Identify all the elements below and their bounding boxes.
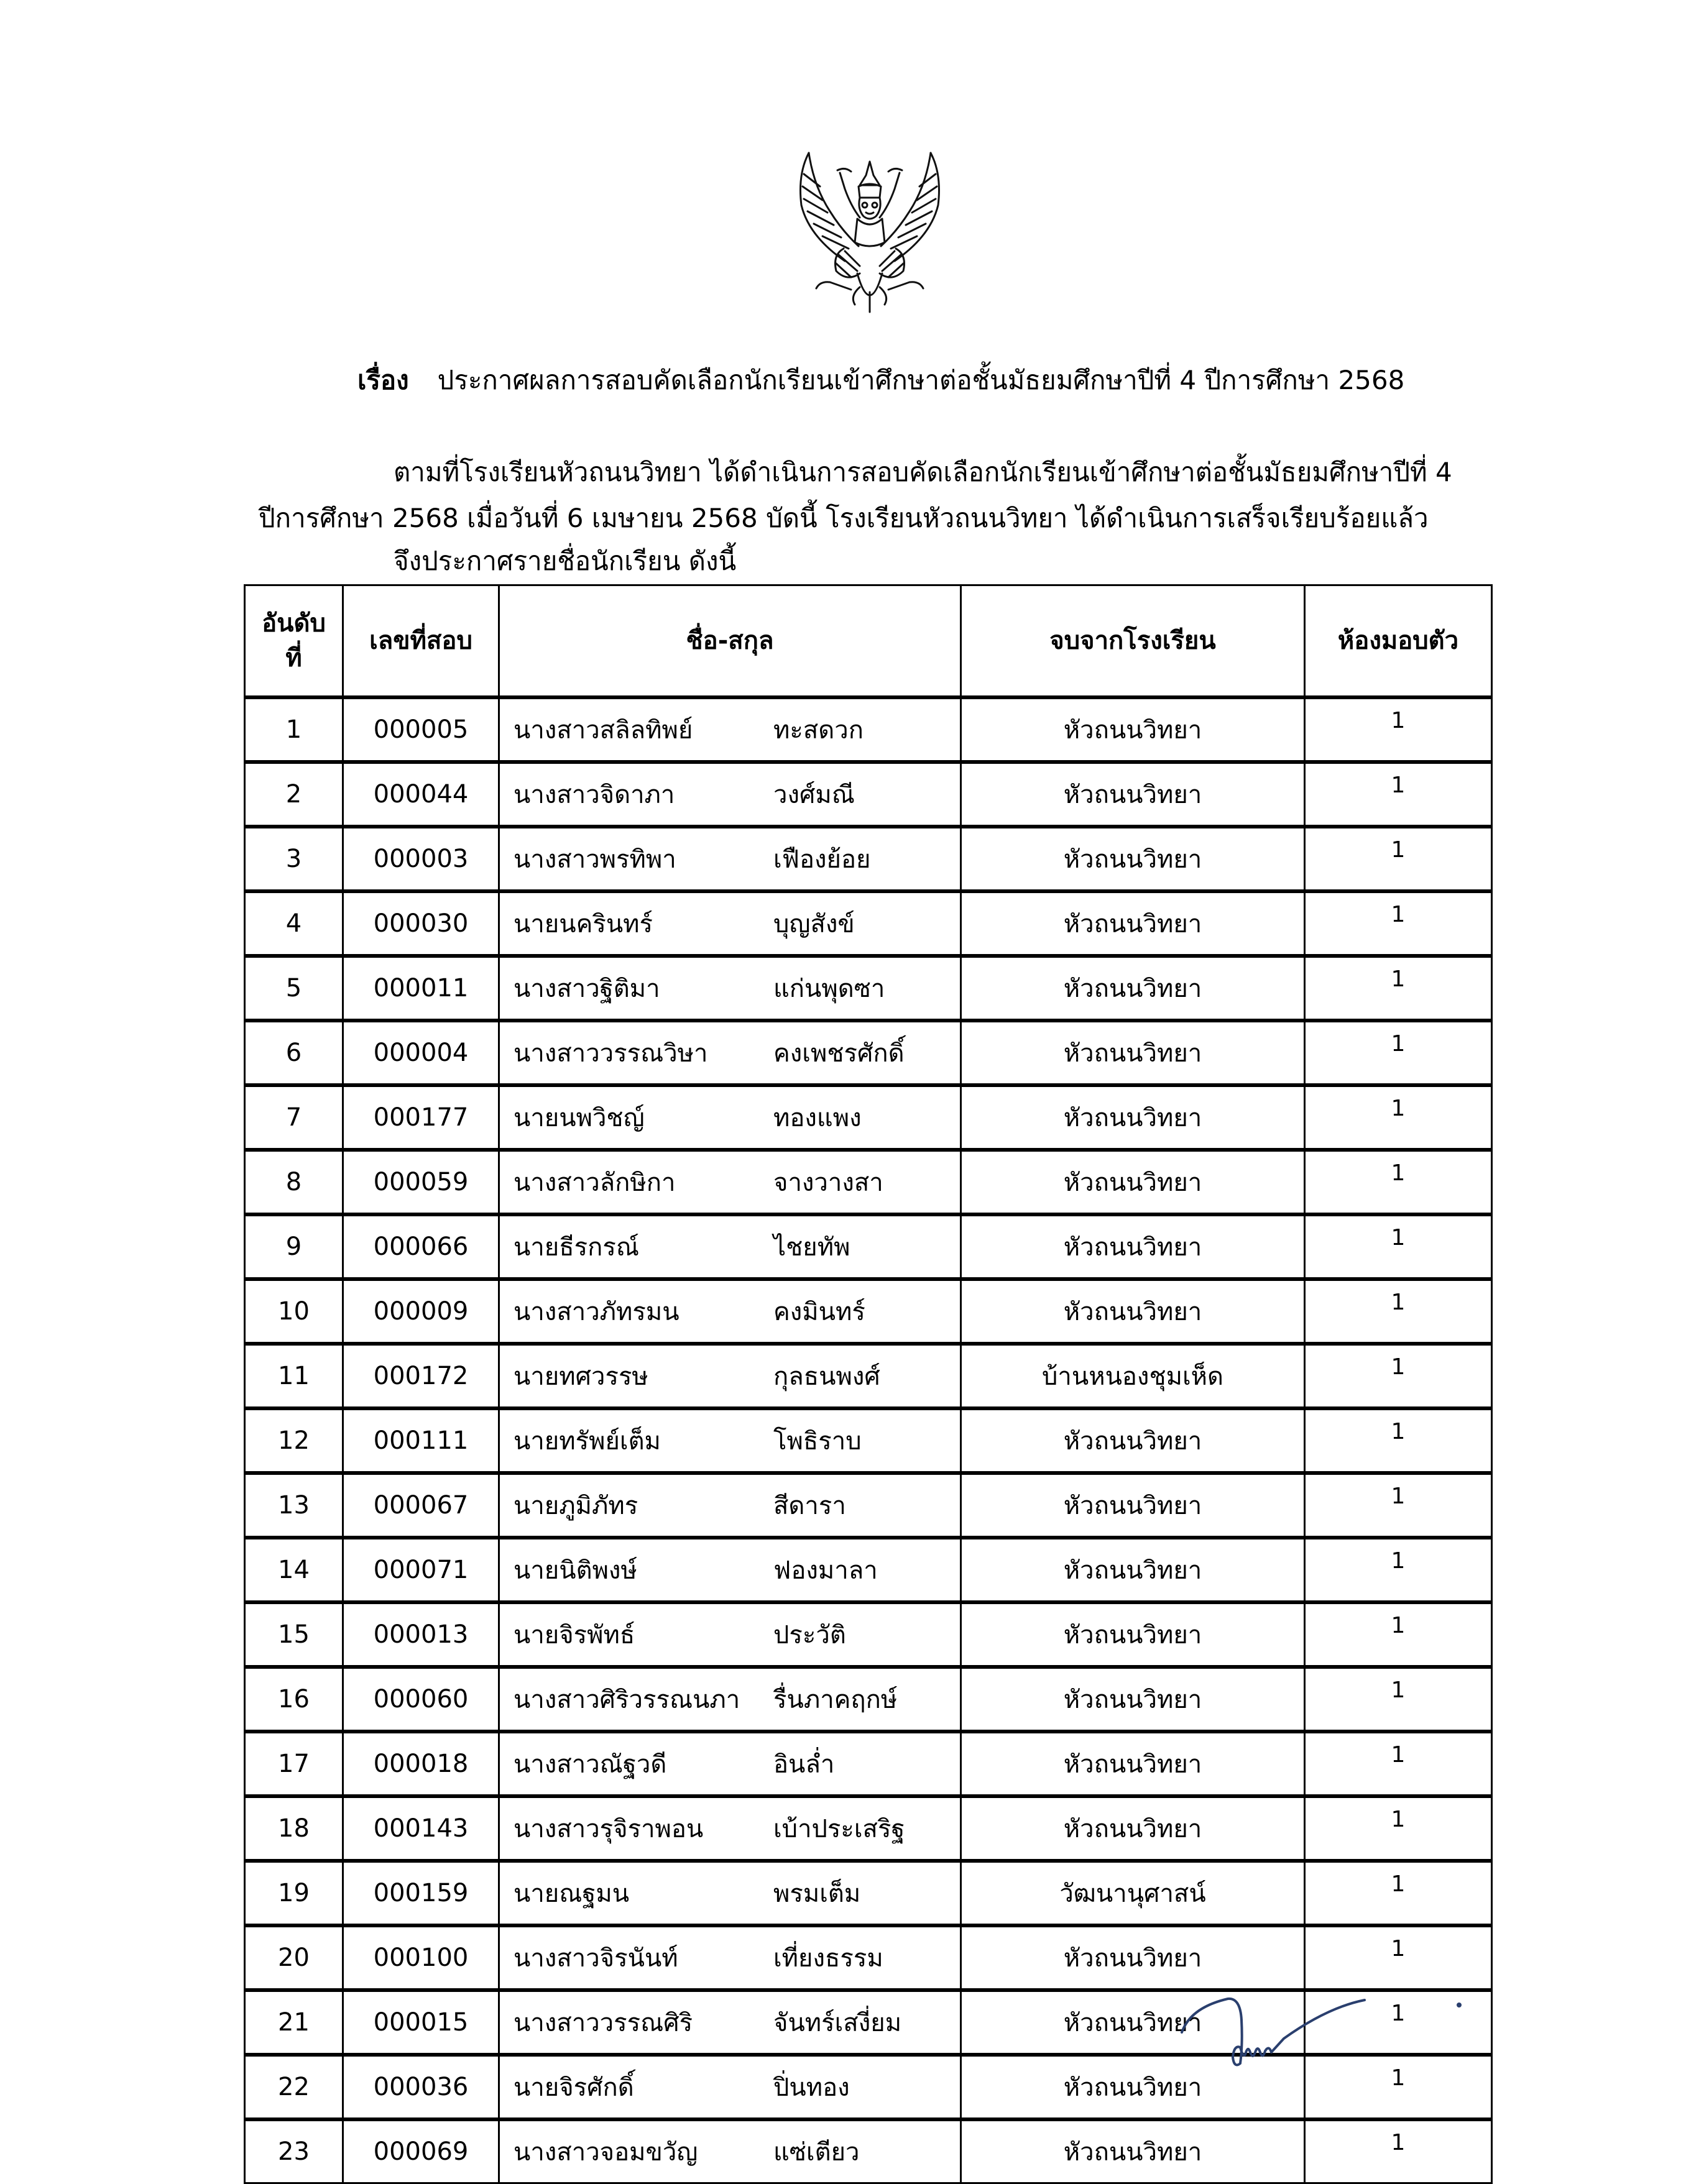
- exam-no-cell: 000013: [343, 1602, 499, 1667]
- last-name: วงศ์มณี: [773, 781, 855, 809]
- header-room: ห้องมอบตัว: [1305, 585, 1492, 698]
- subject-label: เรื่อง: [357, 365, 409, 395]
- last-name: ปิ่นทอง: [773, 2073, 850, 2102]
- last-name: จันทร์เสงี่ยม: [773, 2009, 902, 2037]
- last-name: จางวางสา: [773, 1168, 883, 1197]
- first-name: นางสาวจอมขวัญ: [514, 2138, 698, 2167]
- rank-cell: 17: [245, 1732, 343, 1796]
- last-name: เบ้าประเสริฐ: [773, 1815, 905, 1843]
- table-row: [245, 1408, 1492, 1473]
- name-cell: [499, 1796, 961, 1861]
- rank-cell: 10: [245, 1279, 343, 1344]
- first-name: นายจิรพัทธ์: [514, 1621, 635, 1649]
- table-row: [245, 1473, 1492, 1538]
- name-cell: [499, 891, 961, 956]
- exam-no-cell: 000059: [343, 1150, 499, 1214]
- school-cell: วัฒนานุศาสน์: [961, 1861, 1305, 1925]
- table-row: [245, 1861, 1492, 1925]
- school-cell: หัวถนนวิทยา: [961, 697, 1305, 762]
- school-cell: หัวถนนวิทยา: [961, 1602, 1305, 1667]
- name-cell: [499, 1214, 961, 1279]
- school-cell: หัวถนนวิทยา: [961, 1538, 1305, 1602]
- rank-cell: 5: [245, 956, 343, 1021]
- first-name: นายธีรกรณ์: [514, 1233, 639, 1262]
- room-cell: 1: [1305, 1732, 1492, 1796]
- table-row: [245, 827, 1492, 891]
- last-name: รื่นภาคฤกษ์: [773, 1686, 898, 1714]
- name-cell: [499, 1279, 961, 1344]
- rank-cell: 22: [245, 2055, 343, 2119]
- room-cell: 1: [1305, 956, 1492, 1021]
- exam-no-cell: 000172: [343, 1344, 499, 1408]
- rank-cell: 13: [245, 1473, 343, 1538]
- exam-no-cell: 000067: [343, 1473, 499, 1538]
- subject-text: ประกาศผลการสอบคัดเลือกนักเรียนเข้าศึกษาต่อชั้นมัธยมศึกษาปีที่ 4 ปีการศึกษา 2568: [437, 365, 1405, 395]
- last-name: สีดารา: [773, 1492, 846, 1520]
- last-name: แซ่เตียว: [773, 2138, 860, 2167]
- school-cell: หัวถนนวิทยา: [961, 1667, 1305, 1732]
- table-row: [245, 891, 1492, 956]
- exam-no-cell: 000111: [343, 1408, 499, 1473]
- school-cell: บ้านหนองชุมเห็ด: [961, 1344, 1305, 1408]
- name-cell: [499, 2055, 961, 2119]
- name-cell: [499, 1538, 961, 1602]
- school-cell: หัวถนนวิทยา: [961, 2119, 1305, 2183]
- table-header-row: [245, 585, 1492, 698]
- room-cell: 1: [1305, 1214, 1492, 1279]
- exam-no-cell: 000018: [343, 1732, 499, 1796]
- name-cell: [499, 956, 961, 1021]
- first-name: นายนพวิชญ์: [514, 1104, 645, 1132]
- exam-no-cell: 000066: [343, 1214, 499, 1279]
- last-name: ไชยทัพ: [773, 1233, 850, 1262]
- room-cell: 1: [1305, 1473, 1492, 1538]
- room-cell: 1: [1305, 1408, 1492, 1473]
- last-name: ประวัติ: [773, 1621, 846, 1649]
- rank-cell: 15: [245, 1602, 343, 1667]
- header-rank-line2: ที่: [285, 644, 302, 672]
- first-name: นางสาวสลิลทิพย์: [514, 716, 693, 745]
- table-row: [245, 2119, 1492, 2183]
- room-cell: 1: [1305, 2055, 1492, 2119]
- name-cell: [499, 697, 961, 762]
- last-name: คงเพชรศักดิ์: [773, 1039, 905, 1068]
- name-cell: [499, 1021, 961, 1085]
- school-cell: หัวถนนวิทยา: [961, 1925, 1305, 1990]
- exam-no-cell: 000071: [343, 1538, 499, 1602]
- room-cell: 1: [1305, 1602, 1492, 1667]
- name-cell: [499, 1150, 961, 1214]
- first-name: นางสาวศิริวรรณนภา: [514, 1686, 740, 1714]
- header-rank: [245, 585, 343, 698]
- table-row: [245, 956, 1492, 1021]
- last-name: คงมินทร์: [773, 1298, 865, 1326]
- table-row: [245, 1925, 1492, 1990]
- first-name: นายนิติพงษ์: [514, 1556, 637, 1585]
- first-name: นายทรัพย์เต็ม: [514, 1427, 661, 1456]
- first-name: นางสาวฐิติมา: [514, 975, 660, 1003]
- room-cell: 1: [1305, 1150, 1492, 1214]
- rank-cell: 23: [245, 2119, 343, 2183]
- name-cell: [499, 1473, 961, 1538]
- first-name: นางสาวจิรนันท์: [514, 1944, 678, 1973]
- name-cell: [499, 827, 961, 891]
- table-row: [245, 1344, 1492, 1408]
- table-row: [245, 1602, 1492, 1667]
- rank-cell: 7: [245, 1085, 343, 1150]
- first-name: นายทศวรรษ: [514, 1362, 648, 1391]
- last-name: พรมเต็ม: [773, 1879, 861, 1908]
- table-row: [245, 1150, 1492, 1214]
- exam-no-cell: 000003: [343, 827, 499, 891]
- subject-line: [357, 362, 1404, 399]
- room-cell: 1: [1305, 1667, 1492, 1732]
- rank-cell: 21: [245, 1990, 343, 2055]
- exam-no-cell: 000159: [343, 1861, 499, 1925]
- table-row: [245, 1667, 1492, 1732]
- exam-no-cell: 000036: [343, 2055, 499, 2119]
- paragraph-line-1: ตามที่โรงเรียนหัวถนนวิทยา ได้ดำเนินการสอบคัดเลือกนักเรียนเข้าศึกษาต่อชั้นมัธยมศึกษาปีที่ 4: [394, 457, 1452, 487]
- room-cell: 1: [1305, 762, 1492, 827]
- exam-no-cell: 000044: [343, 762, 499, 827]
- room-cell: 1: [1305, 1538, 1492, 1602]
- room-cell: 1: [1305, 697, 1492, 762]
- rank-cell: 20: [245, 1925, 343, 1990]
- school-cell: หัวถนนวิทยา: [961, 1473, 1305, 1538]
- exam-no-cell: 000009: [343, 1279, 499, 1344]
- last-name: ทะสดวก: [773, 716, 864, 745]
- name-cell: [499, 1408, 961, 1473]
- name-cell: [499, 2119, 961, 2183]
- rank-cell: 14: [245, 1538, 343, 1602]
- name-cell: [499, 1667, 961, 1732]
- exam-no-cell: 000011: [343, 956, 499, 1021]
- school-cell: หัวถนนวิทยา: [961, 1021, 1305, 1085]
- name-cell: [499, 1990, 961, 2055]
- room-cell: 1: [1305, 1344, 1492, 1408]
- first-name: นางสาววรรณวิษา: [514, 1039, 708, 1068]
- room-cell: 1: [1305, 1990, 1492, 2055]
- rank-cell: 16: [245, 1667, 343, 1732]
- exam-no-cell: 000060: [343, 1667, 499, 1732]
- name-cell: [499, 1925, 961, 1990]
- name-cell: [499, 1085, 961, 1150]
- last-name: กุลธนพงศ์: [773, 1362, 880, 1391]
- school-cell: หัวถนนวิทยา: [961, 956, 1305, 1021]
- rank-cell: 6: [245, 1021, 343, 1085]
- first-name: นายภูมิภัทร: [514, 1492, 638, 1520]
- header-name: ชื่อ-สกุล: [499, 585, 961, 698]
- name-cell: [499, 1861, 961, 1925]
- last-name: บุญสังข์: [773, 910, 855, 938]
- results-table: [244, 584, 1493, 2184]
- exam-no-cell: 000005: [343, 697, 499, 762]
- school-cell: หัวถนนวิทยา: [961, 1150, 1305, 1214]
- paragraph-line-2: ปีการศึกษา 2568 เมื่อวันที่ 6 เมษายน 2568 บัดนี้ โรงเรียนหัวถนนวิทยา ได้ดำเนินการเสร็จเรียบร้อยแล้ว: [259, 503, 1429, 533]
- first-name: นางสาวรุจิราพอน: [514, 1815, 704, 1843]
- table-row: [245, 1279, 1492, 1344]
- room-cell: 1: [1305, 1796, 1492, 1861]
- first-name: นางสาวณัฐวดี: [514, 1750, 667, 1779]
- exam-no-cell: 000004: [343, 1021, 499, 1085]
- exam-no-cell: 000143: [343, 1796, 499, 1861]
- last-name: เฟืองย้อย: [773, 845, 871, 874]
- last-name: เที่ยงธรรม: [773, 1944, 883, 1973]
- school-cell: หัวถนนวิทยา: [961, 1085, 1305, 1150]
- room-cell: 1: [1305, 2119, 1492, 2183]
- table-row: [245, 1085, 1492, 1150]
- rank-cell: 12: [245, 1408, 343, 1473]
- rank-cell: 3: [245, 827, 343, 891]
- rank-cell: 8: [245, 1150, 343, 1214]
- school-cell: หัวถนนวิทยา: [961, 1990, 1305, 2055]
- first-name: นางสาวจิดาภา: [514, 781, 675, 809]
- first-name: นางสาววรรณศิริ: [514, 2009, 693, 2037]
- school-cell: หัวถนนวิทยา: [961, 1796, 1305, 1861]
- exam-no-cell: 000069: [343, 2119, 499, 2183]
- last-name: ฟองมาลา: [773, 1556, 878, 1585]
- exam-no-cell: 000030: [343, 891, 499, 956]
- header-school: จบจากโรงเรียน: [961, 585, 1305, 698]
- rank-cell: 18: [245, 1796, 343, 1861]
- table-row: [245, 697, 1492, 762]
- first-name: นายจิรศักดิ์: [514, 2073, 634, 2102]
- rank-cell: 11: [245, 1344, 343, 1408]
- room-cell: 1: [1305, 1021, 1492, 1085]
- school-cell: หัวถนนวิทยา: [961, 891, 1305, 956]
- signature-icon: [1178, 1995, 1464, 2070]
- table-row: [245, 1021, 1492, 1085]
- room-cell: 1: [1305, 827, 1492, 891]
- exam-no-cell: 000100: [343, 1925, 499, 1990]
- garuda-emblem-icon: [795, 149, 945, 314]
- rank-cell: 4: [245, 891, 343, 956]
- table-row: [245, 1732, 1492, 1796]
- first-name: นางสาวพรทิพา: [514, 845, 676, 874]
- exam-no-cell: 000015: [343, 1990, 499, 2055]
- school-cell: หัวถนนวิทยา: [961, 762, 1305, 827]
- paragraph-line-3: จึงประกาศรายชื่อนักเรียน ดังนี้: [394, 546, 737, 576]
- school-cell: หัวถนนวิทยา: [961, 1279, 1305, 1344]
- table-row: [245, 1796, 1492, 1861]
- room-cell: 1: [1305, 1085, 1492, 1150]
- exam-no-cell: 000177: [343, 1085, 499, 1150]
- table-row: [245, 1538, 1492, 1602]
- table-row: [245, 1214, 1492, 1279]
- header-exam-no: เลขที่สอบ: [343, 585, 499, 698]
- school-cell: หัวถนนวิทยา: [961, 1408, 1305, 1473]
- name-cell: [499, 1602, 961, 1667]
- name-cell: [499, 762, 961, 827]
- school-cell: หัวถนนวิทยา: [961, 827, 1305, 891]
- last-name: แก่นพุดซา: [773, 975, 885, 1003]
- room-cell: 1: [1305, 891, 1492, 956]
- last-name: อินล่ำ: [773, 1750, 835, 1779]
- first-name: นางสาวลักษิกา: [514, 1168, 676, 1197]
- school-cell: หัวถนนวิทยา: [961, 1732, 1305, 1796]
- first-name: นายนครินทร์: [514, 910, 653, 938]
- first-name: นายณฐมน: [514, 1879, 630, 1908]
- rank-cell: 19: [245, 1861, 343, 1925]
- last-name: โพธิราบ: [773, 1427, 862, 1456]
- room-cell: 1: [1305, 1861, 1492, 1925]
- name-cell: [499, 1344, 961, 1408]
- room-cell: 1: [1305, 1925, 1492, 1990]
- table-row: [245, 762, 1492, 827]
- last-name: ทองแพง: [773, 1104, 862, 1132]
- header-rank-line1: อันดับ: [262, 609, 326, 638]
- rank-cell: 1: [245, 697, 343, 762]
- rank-cell: 9: [245, 1214, 343, 1279]
- name-cell: [499, 1732, 961, 1796]
- school-cell: หัวถนนวิทยา: [961, 2055, 1305, 2119]
- school-cell: หัวถนนวิทยา: [961, 1214, 1305, 1279]
- room-cell: 1: [1305, 1279, 1492, 1344]
- first-name: นางสาวภัทรมน: [514, 1298, 679, 1326]
- rank-cell: 2: [245, 762, 343, 827]
